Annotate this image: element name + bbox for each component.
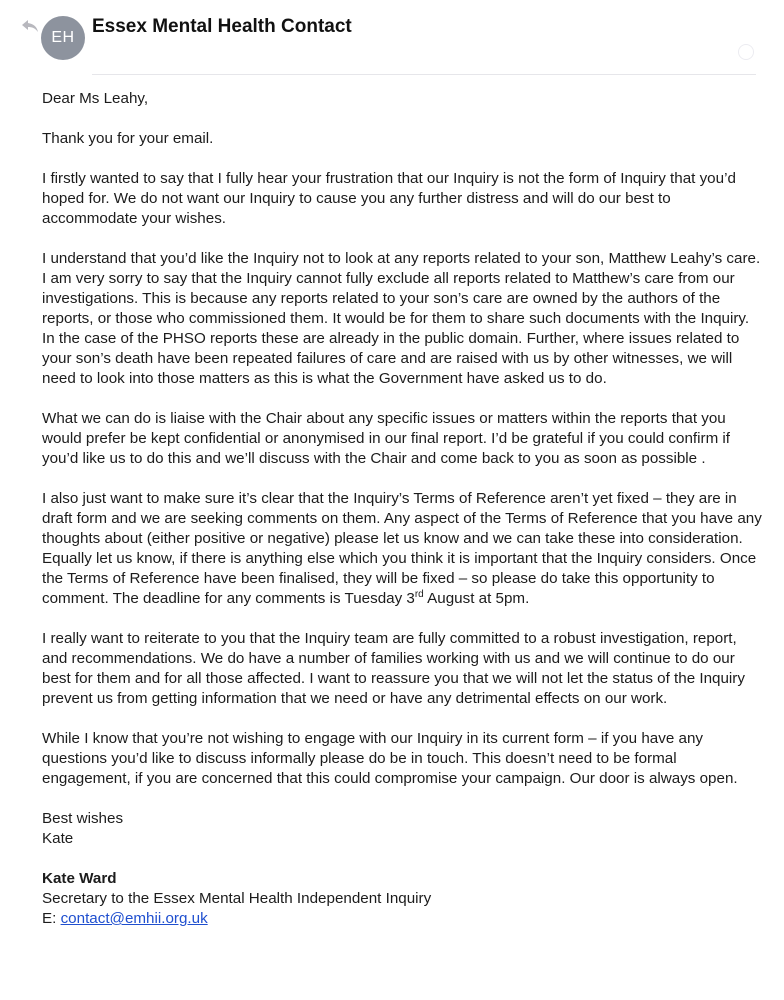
paragraph-engagement: While I know that you’re not wishing to engage with our Inquiry in its current form – if you have any questions you’d like to discuss informally please do be in touch. This doesn’t need to be formal engagement, if you are concerned that this could compromise your campaign. Our door is always open. bbox=[42, 730, 738, 787]
signature-email-line bbox=[42, 909, 762, 929]
sender-address-faded bbox=[92, 42, 292, 50]
paragraph-reports: I understand that you’d like the Inquiry not to look at any reports related to your son, Matthew Leahy’s care. I am very sorry to say that the Inquiry cannot fully exclude all reports related to Matthew’s care from our investigations. This is because any reports related to your son’s care are owned by the authors of the reports, or those who commissioned them. It would be for them to share such documents with the Inquiry. In the case of the PHSO reports these are already in the public domain. Further, where issues related to your son’s death have been repeated failures of care and are raised with us by other witnesses, we will need to look into those matters as this is what the Government have asked us to do. bbox=[42, 250, 761, 387]
deadline-text: August at 5pm. bbox=[423, 590, 530, 607]
reply-arrow-icon[interactable] bbox=[20, 18, 40, 34]
paragraph-terms-of-reference bbox=[42, 489, 762, 609]
avatar[interactable]: EH bbox=[41, 16, 85, 60]
header-divider bbox=[92, 74, 756, 75]
terms-text: I also just want to make sure it’s clear that the Inquiry’s Terms of Reference aren’t yet fixed – they are in draft form and we are seeking comments on them. Any aspect of the Terms of Reference that you have any thoughts about (either positive or negative) please let us know and we can take these into consideration. Equally let us know, if there is anything else which you think it is important that the Inquiry considers. Once the Terms of Reference have been finalised, they will be fixed – so please do take this opportunity to comment. The deadline for any comments is Tuesday 3 bbox=[42, 490, 762, 607]
signature-email-prefix: E: bbox=[42, 910, 61, 927]
email-body bbox=[42, 89, 762, 929]
paragraph-commitment: I really want to reiterate to you that the Inquiry team are fully committed to a robust investigation, report, and recommendations. We do have a number of families working with us and we will continue to do our best for them and for all those affected. I want to reassure you that we will not let the status of the Inquiry prevent us from getting information that we need or have any detrimental effects on our work. bbox=[42, 630, 745, 707]
paragraph-chair: What we can do is liaise with the Chair about any specific issues or matters within the reports that you would prefer be kept confidential or anonymised in our final report. I’d be grateful if you could confirm if you’d like us to do this and we’ll discuss with the Chair and come back to you as soon as possible . bbox=[42, 410, 731, 467]
signoff-name: Kate bbox=[42, 830, 74, 847]
signoff: Best wishes bbox=[42, 810, 124, 827]
faded-status-icon bbox=[738, 44, 754, 60]
greeting: Dear Ms Leahy, bbox=[42, 90, 149, 107]
signature-title: Secretary to the Essex Mental Health Independent Inquiry bbox=[42, 890, 432, 907]
email-header bbox=[0, 0, 784, 74]
sender-name[interactable]: Essex Mental Health Contact bbox=[92, 16, 352, 37]
signature-email-link[interactable]: contact@emhii.org.uk bbox=[60, 910, 208, 927]
date-suffix: rd bbox=[414, 588, 424, 600]
thanks-paragraph: Thank you for your email. bbox=[42, 130, 214, 147]
paragraph-frustration: I firstly wanted to say that I fully hear your frustration that our Inquiry is not the form of Inquiry that you’d hoped for. We do not want our Inquiry to cause you any further distress and will do our best to accommodate your wishes. bbox=[42, 170, 736, 227]
signature-name: Kate Ward bbox=[42, 870, 117, 887]
